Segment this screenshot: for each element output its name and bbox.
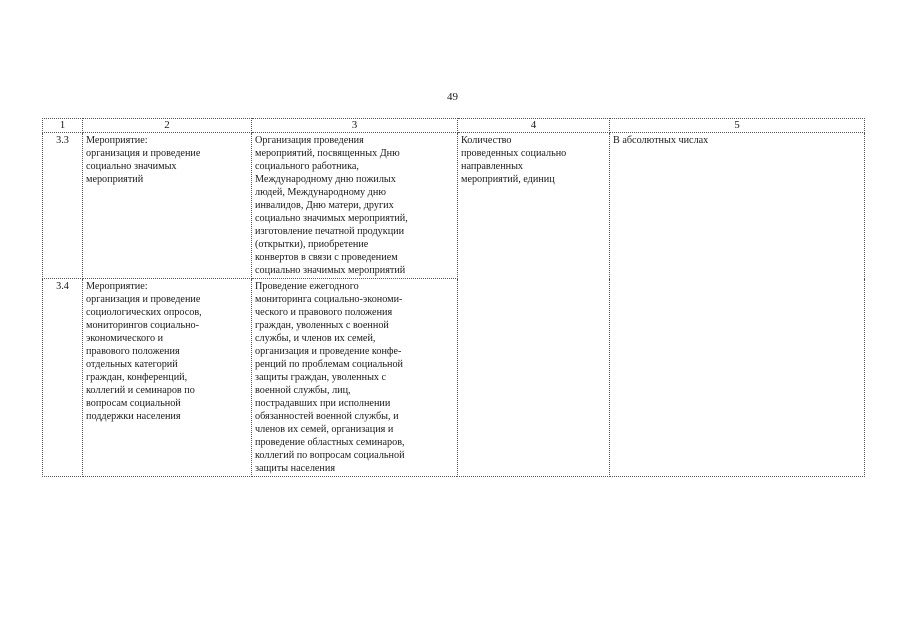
cell-line: социально значимых мероприятий (255, 265, 406, 276)
indicator-cell (458, 133, 610, 477)
cell-line: изготовление печатной продукции (255, 226, 405, 237)
cell-line: организация и проведение (86, 148, 201, 159)
cell-line: людей, Международному дню (255, 187, 386, 198)
header-cell: 5 (610, 119, 865, 133)
header-cell: 2 (83, 119, 252, 133)
cell-line: проведенных социально (461, 148, 567, 159)
cell-line: мониторингов социально- (86, 320, 200, 331)
cell-line: отдельных категорий (86, 359, 178, 370)
cell-line: граждан, конференций, (86, 372, 188, 383)
cell-line: организация и проведение (86, 294, 201, 305)
header-cell: 4 (458, 119, 610, 133)
cell-line: Мероприятие: (86, 281, 148, 292)
table-header-row (43, 119, 865, 133)
cell-line: направленных (461, 161, 524, 172)
cell-line: В абсолютных числах (613, 135, 709, 146)
cell-line: мониторинга социально-экономи- (255, 294, 403, 305)
table-row (43, 133, 865, 279)
cell-line: социального работника, (255, 161, 359, 172)
cell-line: социально значимых (86, 161, 177, 172)
cell-line: ческого и правового положения (255, 307, 393, 318)
cell-line: защиты населения (255, 463, 336, 474)
cell-line: членов их семей, организация и (255, 424, 394, 435)
cell-line: (открытки), приобретение (255, 239, 369, 250)
cell-line: организация и проведение конфе- (255, 346, 402, 357)
event-name-cell (83, 279, 252, 477)
cell-line: Международному дню пожилых (255, 174, 396, 185)
cell-line: военной службы, лиц, (255, 385, 351, 396)
measures-table (42, 118, 865, 477)
cell-line: проведение областных семинаров, (255, 437, 405, 448)
cell-line: вопросам социальной (86, 398, 181, 409)
header-cell: 3 (252, 119, 458, 133)
unit-cell (610, 133, 865, 477)
cell-line: коллегий по вопросам социальной (255, 450, 405, 461)
event-name-cell (83, 133, 252, 279)
event-description-cell (252, 133, 458, 279)
event-description-cell (252, 279, 458, 477)
cell-line: ренций по проблемам социальной (255, 359, 403, 370)
cell-line: Проведение ежегодного (255, 281, 359, 292)
page-number: 49 (447, 91, 458, 103)
cell-line: Мероприятие: (86, 135, 148, 146)
cell-line: социологических опросов, (86, 307, 202, 318)
cell-line: обязанностей военной службы, и (255, 411, 399, 422)
header-cell: 1 (43, 119, 83, 133)
cell-line: социально значимых мероприятий, (255, 213, 408, 224)
cell-line: правового положения (86, 346, 180, 357)
cell-line: поддержки населения (86, 411, 181, 422)
cell-line: Количество (461, 135, 512, 146)
cell-line: службы, и членов их семей, (255, 333, 376, 344)
cell-line: граждан, уволенных с военной (255, 320, 389, 331)
cell-line: защиты граждан, уволенных с (255, 372, 387, 383)
row-number: 3.3 (43, 133, 83, 279)
cell-line: коллегий и семинаров по (86, 385, 195, 396)
cell-line: мероприятий, посвященных Дню (255, 148, 400, 159)
cell-line: конвертов в связи с проведением (255, 252, 398, 263)
cell-line: мероприятий, единиц (461, 174, 555, 185)
cell-line: мероприятий (86, 174, 144, 185)
row-number: 3.4 (43, 279, 83, 477)
cell-line: Организация проведения (255, 135, 364, 146)
cell-line: пострадавших при исполнении (255, 398, 391, 409)
cell-line: инвалидов, Дню матери, других (255, 200, 394, 211)
cell-line: экономического и (86, 333, 164, 344)
